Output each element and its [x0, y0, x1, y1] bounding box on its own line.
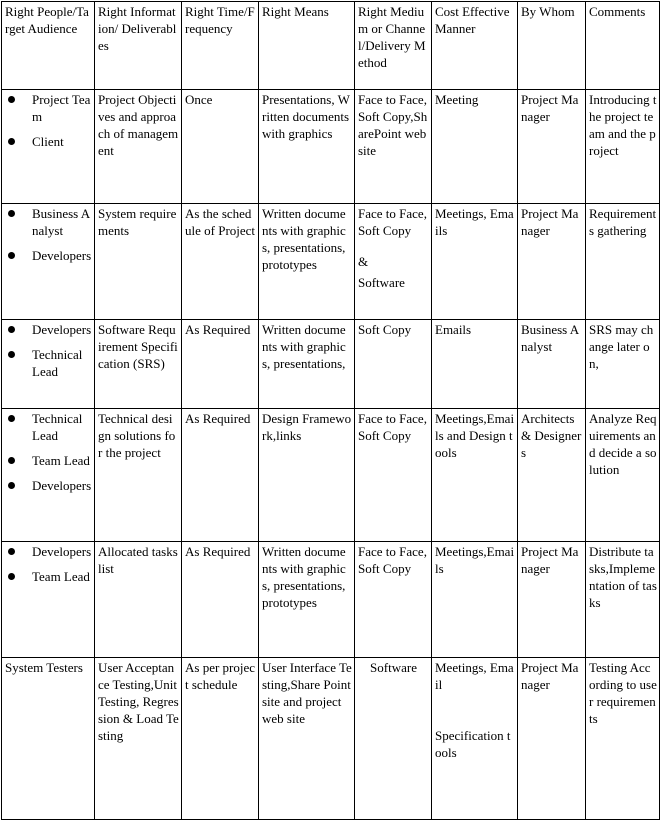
means-cell: Written documents with graphics, presentations, prototypes	[259, 542, 355, 658]
by-whom-cell: Project Manager	[518, 542, 586, 658]
list-item: Developers	[5, 247, 92, 264]
table-row	[2, 542, 660, 658]
medium-text: Software	[358, 275, 405, 290]
list-item: Client	[5, 133, 92, 150]
list-item: Technical Lead	[5, 346, 92, 380]
comments-cell: Distribute tasks,Implementation of tasks	[586, 542, 660, 658]
header-by-whom: By Whom	[518, 2, 586, 90]
medium-text: Face to Face,Soft Copy	[358, 206, 427, 238]
cost-cell	[432, 320, 518, 409]
medium-text: Soft Copy	[358, 322, 412, 337]
time-cell: As Required	[182, 320, 259, 409]
means-cell: Presentations, Written documents with graphics	[259, 90, 355, 204]
by-whom-cell: Project Manager	[518, 90, 586, 204]
time-cell: As the schedule of Project	[182, 204, 259, 320]
time-cell: As per project schedule	[182, 658, 259, 820]
means-cell: Written documents with graphics, presentations, prototypes	[259, 204, 355, 320]
comments-cell: Requirements gathering	[586, 204, 660, 320]
by-whom-cell: Business Analyst	[518, 320, 586, 409]
time-cell: Once	[182, 90, 259, 204]
cost-text: Specification tools	[435, 728, 511, 760]
medium-cell	[355, 204, 432, 320]
information-cell: System requirements	[95, 204, 182, 320]
information-cell: User Acceptance Testing,Unit Testing, Regression & Load Testing	[95, 658, 182, 820]
list-item: Developers	[5, 543, 92, 560]
table-row	[2, 658, 660, 820]
header-medium: Right Medium or Channel/Delivery Method	[355, 2, 432, 90]
medium-cell	[355, 542, 432, 658]
list-item: Project Team	[5, 91, 92, 125]
cost-cell	[432, 542, 518, 658]
means-cell: User Interface Testing,Share Point site and project web site	[259, 658, 355, 820]
information-cell: Allocated tasks list	[95, 542, 182, 658]
by-whom-cell: Project Manager	[518, 204, 586, 320]
header-row	[2, 2, 660, 90]
header-cost: Cost Effective Manner	[432, 2, 518, 90]
list-item: Team Lead	[5, 452, 92, 469]
people-cell	[2, 409, 95, 542]
list-item: Technical Lead	[5, 410, 92, 444]
table-row	[2, 409, 660, 542]
cost-text: Meeting	[435, 92, 479, 107]
means-cell: Design Framework,links	[259, 409, 355, 542]
medium-cell	[355, 320, 432, 409]
by-whom-cell: Architects & Designers	[518, 409, 586, 542]
table-row	[2, 90, 660, 204]
cost-cell	[432, 204, 518, 320]
list-item: Team Lead	[5, 568, 92, 585]
people-cell	[2, 204, 95, 320]
communication-plan-table	[1, 1, 660, 820]
cost-text: Meetings, Email	[435, 660, 514, 692]
comments-cell: Testing According to user requirements	[586, 658, 660, 820]
list-item: Developers	[5, 321, 92, 338]
medium-text: Software	[370, 660, 417, 675]
medium-cell	[355, 90, 432, 204]
by-whom-cell: Project Manager	[518, 658, 586, 820]
comments-cell: SRS may change later on,	[586, 320, 660, 409]
header-means: Right Means	[259, 2, 355, 90]
header-people: Right People/Target Audience	[2, 2, 95, 90]
information-cell: Software Requirement Specification (SRS)	[95, 320, 182, 409]
cost-cell	[432, 658, 518, 820]
medium-text: &	[358, 254, 369, 269]
cost-text: Meetings, Emails	[435, 206, 514, 238]
medium-cell	[355, 658, 432, 820]
cost-cell	[432, 90, 518, 204]
medium-text: Face to Face,Soft Copy,SharePoint website	[358, 92, 428, 158]
header-information: Right Information/ Deliverables	[95, 2, 182, 90]
information-cell: Technical design solutions for the project	[95, 409, 182, 542]
medium-cell	[355, 409, 432, 542]
cost-text: Meetings,Emails and Design tools	[435, 411, 515, 460]
list-item: Business Analyst	[5, 205, 92, 239]
time-cell: As Required	[182, 542, 259, 658]
header-comments: Comments	[586, 2, 660, 90]
means-cell: Written documents with graphics, presentations,	[259, 320, 355, 409]
list-item: Developers	[5, 477, 92, 494]
medium-text: Face to Face, Soft Copy	[358, 411, 427, 443]
medium-text: Face to Face, Soft Copy	[358, 544, 427, 576]
people-cell	[2, 90, 95, 204]
people-cell: System Testers	[2, 658, 95, 820]
table-row	[2, 204, 660, 320]
header-time: Right Time/Frequency	[182, 2, 259, 90]
cost-text: Meetings,Emails	[435, 544, 515, 576]
cost-text: Emails	[435, 322, 472, 337]
comments-cell: Introducing the project team and the project	[586, 90, 660, 204]
time-cell: As Required	[182, 409, 259, 542]
information-cell: Project Objectives and approach of management	[95, 90, 182, 204]
cost-cell	[432, 409, 518, 542]
table-row	[2, 320, 660, 409]
people-cell	[2, 320, 95, 409]
people-cell	[2, 542, 95, 658]
comments-cell: Analyze Requirements and decide a solution	[586, 409, 660, 542]
